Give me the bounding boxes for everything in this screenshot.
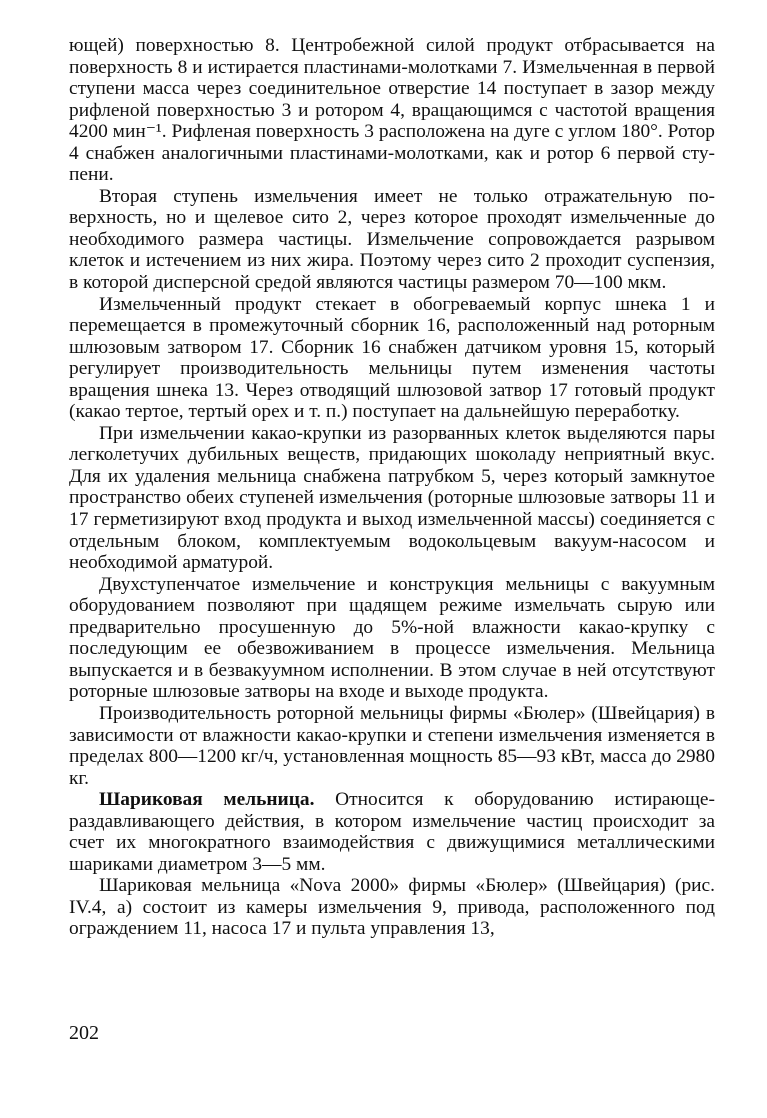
paragraph-8-text: Шариковая мельница «Nova 2000» фирмы «Бюлер» (Швейцария) (рис. IV.4, а) состоит из камеры измельчения 9, привода, расположенного под ограждением 11, насоса 17 и пульта управления 13,	[69, 875, 715, 940]
paragraph-2	[69, 186, 715, 294]
paragraph-1	[69, 35, 715, 186]
section-run-in-heading: Шариковая мельница.	[99, 789, 315, 811]
paragraph-1-text: ющей) поверхностью 8. Центробежной силой продукт отбрасывается на поверхность 8 и истирается пластинами-молотками 7. Измельченная в первой ступени масса через соединительное отверстие 14 поступает в зазор между рифленой поверхностью 3 и ротором 4, вращающимся с частотой вращения 4200 мин⁻¹. Рифленая поверхность 3 расположена на дуге с углом 180°. Ротор 4 снабжен аналогичными пластинами-молотками, как и ротор 6 первой ступени.	[69, 35, 715, 186]
paragraph-3-text: Измельченный продукт стекает в обогреваемый корпус шнека 1 и перемещается в промежуточный сборник 16, расположенный над роторным шлюзовым затвором 17. Сборник 16 снабжен датчиком уровня 15, который регулирует производительность мельницы путем изменения частоты вращения шнека 13. Через отводящий шлюзовой затвор 17 готовый продукт (какао тертое, тертый орех и т. п.) поступает на дальнейшую переработку.	[69, 293, 715, 423]
paragraph-4	[69, 423, 715, 574]
paragraph-7	[69, 789, 715, 875]
paragraph-5-text: Двухступенчатое измельчение и конструкция мельницы с вакуумным оборудованием позволяют при щадящем режиме измельчать сырую или предварительно просушенную до 5%-ной влажности какао-крупку с последующим ее обезвоживанием в процессе измельчения. Мельница выпускается и в безвакуумном исполнении. В этом случае в ней отсутствуют роторные шлюзовые затворы на входе и выходе продукта.	[69, 573, 715, 703]
paragraph-3	[69, 294, 715, 423]
paragraph-4-text: При измельчении какао-крупки из разорванных клеток выделяются пары легколетучих дубильных веществ, придающих шоколаду неприятный вкус. Для их удаления мельница снабжена патрубком 5, через который замкнутое пространство обеих ступеней измельчения (роторные шлюзовые затворы 11 и 17 герметизируют вход продукта и выход измельченной массы) соединяется с отдельным блоком, комплектуемым водокольцевым вакуум-насосом и необходимой арматурой.	[69, 422, 715, 574]
paragraph-7-text: Относится к оборудованию истирающе-раздавливающего действия, в котором измельчение частиц происходит за счет их многократного взаимодействия с движущимися металлическими шариками диаметром 3—5 мм.	[69, 789, 715, 875]
paragraph-5	[69, 574, 715, 703]
paragraph-2-text: Вторая ступень измельчения имеет не только отражательную поверхность, но и щелевое сито 2, через которое проходят измельченные до необходимого размера частицы. Измельчение сопровождается разрывом клеток и истечением из них жира. Поэтому через сито 2 проходит суспензия, в которой дисперсной средой являются частицы размером 70—100 мкм.	[69, 185, 715, 294]
paragraph-6-text: Производительность роторной мельницы фирмы «Бюлер» (Швейцария) в зависимости от влажности какао-крупки и степени измельчения изменяется в пределах 800—1200 кг/ч, установленная мощность 85—93 кВт, масса до 2980 кг.	[69, 702, 715, 789]
paragraph-8	[69, 875, 715, 940]
body-text	[69, 35, 715, 940]
paragraph-6	[69, 703, 715, 789]
page-number: 202	[69, 1022, 99, 1044]
